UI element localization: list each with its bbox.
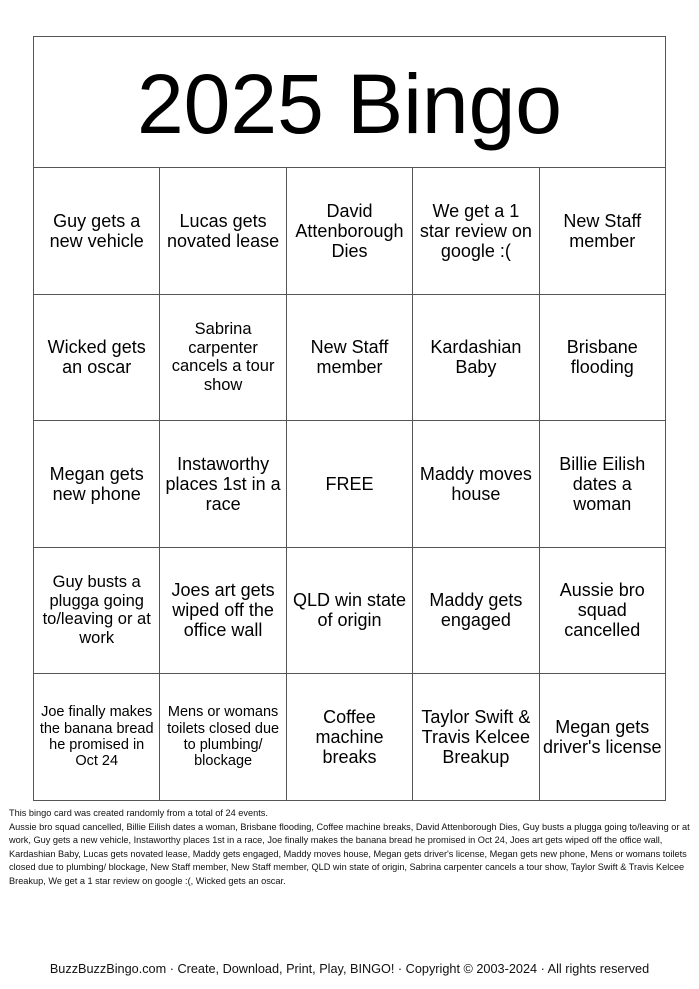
bingo-cell: Mens or womans toilets closed due to plumbing/ blockage [160,674,286,801]
bingo-cell: Maddy gets engaged [413,547,539,674]
bingo-cell: Guy busts a plugga going to/leaving or at work [34,547,160,674]
notes-events-list: Aussie bro squad cancelled, Billie Eilish dates a woman, Brisbane flooding, Coffee machine breaks, David Attenborough Dies, Guy busts a plugga going to/leaving or at work, Guy gets a new vehicle, Instaworthy places 1st in a race, Joe finally makes the banana bread he promised in Oct 24, Joes art gets wiped off the office wall, Kardashian Baby, Lucas gets novated lease, Maddy gets engaged, Maddy moves house, Megan gets driver's license, Megan gets new phone, Mens or womans toilets closed due to plumbing/ blockage, New Staff member, New Staff member, QLD win state of origin, Sabrina carpenter cancels a tour show, Taylor Swift & Travis Kelcee Breakup, We get a 1 star review on google :(, Wicked gets an oscar. [9,821,690,886]
bingo-cell: New Staff member [286,294,412,421]
card-title: 2025 Bingo [34,37,666,168]
notes-summary: This bingo card was created randomly from a total of 24 events. [9,808,268,818]
free-space-cell: FREE [286,421,412,548]
bingo-row [34,674,666,801]
bingo-cell: Wicked gets an oscar [34,294,160,421]
page-footer: BuzzBuzzBingo.com · Create, Download, Print, Play, BINGO! · Copyright © 2003-2024 · All rights reserved [49,962,650,976]
bingo-cell: Billie Eilish dates a woman [539,421,665,548]
bingo-cell: We get a 1 star review on google :( [413,168,539,295]
bingo-cell: Taylor Swift & Travis Kelcee Breakup [413,674,539,801]
bingo-cell: Maddy moves house [413,421,539,548]
bingo-cell: New Staff member [539,168,665,295]
bingo-cell: Joe finally makes the banana bread he promised in Oct 24 [34,674,160,801]
bingo-row [34,421,666,548]
card-notes [9,807,693,888]
bingo-cell: David Attenborough Dies [286,168,412,295]
bingo-row [34,547,666,674]
bingo-cell: Aussie bro squad cancelled [539,547,665,674]
bingo-card [33,36,666,801]
bingo-cell: Megan gets driver's license [539,674,665,801]
bingo-cell: Kardashian Baby [413,294,539,421]
bingo-cell: Lucas gets novated lease [160,168,286,295]
bingo-cell: Megan gets new phone [34,421,160,548]
bingo-cell: QLD win state of origin [286,547,412,674]
bingo-cell: Instaworthy places 1st in a race [160,421,286,548]
bingo-cell: Joes art gets wiped off the office wall [160,547,286,674]
bingo-row [34,168,666,295]
bingo-cell: Brisbane flooding [539,294,665,421]
bingo-cell: Coffee machine breaks [286,674,412,801]
bingo-cell: Guy gets a new vehicle [34,168,160,295]
bingo-row [34,294,666,421]
bingo-cell: Sabrina carpenter cancels a tour show [160,294,286,421]
